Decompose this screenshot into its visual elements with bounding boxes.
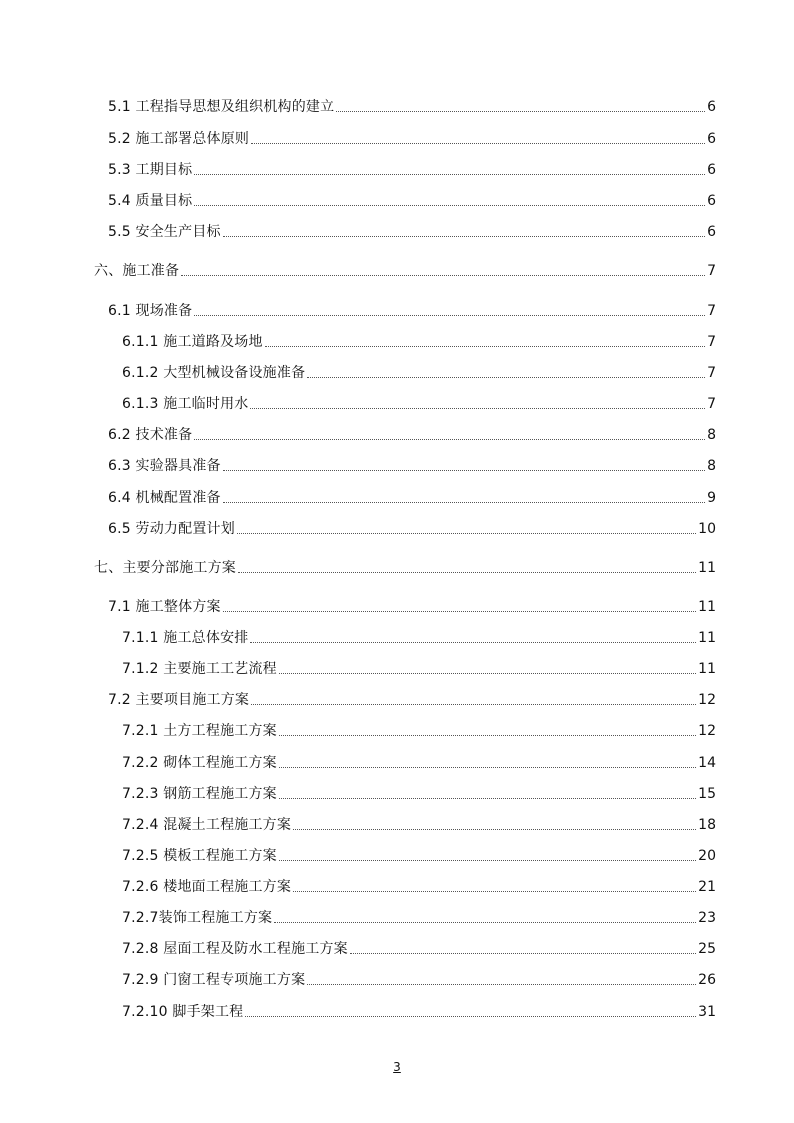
toc-leader-dots — [350, 953, 696, 954]
toc-entry-title: 5.3 工期目标 — [108, 162, 193, 178]
toc-entry-title: 5.4 质量目标 — [108, 193, 193, 209]
toc-entry-page: 18 — [698, 817, 716, 833]
toc-leader-dots — [194, 174, 705, 175]
toc-entry-page: 20 — [698, 848, 716, 864]
toc-entry-page: 25 — [698, 941, 716, 957]
toc-subentry[interactable] — [122, 907, 716, 927]
toc-entry-page: 23 — [698, 910, 716, 926]
toc-entry-page: 6 — [707, 193, 716, 209]
toc-entry-page: 11 — [698, 560, 716, 576]
toc-leader-dots — [251, 143, 705, 144]
toc-entry[interactable] — [108, 96, 716, 116]
toc-subentry[interactable] — [122, 362, 716, 382]
toc-entry-title: 7.2.6 楼地面工程施工方案 — [122, 879, 292, 895]
toc-leader-dots — [223, 611, 696, 612]
toc-entry-page: 9 — [707, 490, 716, 506]
toc-leader-dots — [279, 767, 696, 768]
toc-subentry[interactable] — [122, 752, 716, 772]
toc-entry-page: 11 — [698, 630, 716, 646]
toc-entry-title: 7.1 施工整体方案 — [108, 599, 221, 615]
toc-leader-dots — [293, 891, 696, 892]
toc-subentry[interactable] — [122, 969, 716, 989]
toc-entry-title: 七、主要分部施工方案 — [94, 560, 236, 576]
toc-entry-title: 7.2.9 门窗工程专项施工方案 — [122, 972, 306, 988]
toc-leader-dots — [245, 1016, 696, 1017]
toc-entry-title: 7.2.5 模板工程施工方案 — [122, 848, 277, 864]
toc-entry-title: 6.1.1 施工道路及场地 — [122, 334, 263, 350]
toc-subentry[interactable] — [122, 658, 716, 678]
toc-entry-page: 7 — [707, 365, 716, 381]
toc-leader-dots — [307, 984, 696, 985]
toc-leader-dots — [279, 798, 696, 799]
toc-entry-page: 26 — [698, 972, 716, 988]
toc-entry-page: 15 — [698, 786, 716, 802]
toc-leader-dots — [307, 377, 705, 378]
toc-entry-title: 6.1.2 大型机械设备设施准备 — [122, 365, 306, 381]
toc-entry-title: 7.2.10 脚手架工程 — [122, 1004, 244, 1020]
toc-entry-title: 7.2.3 钢筋工程施工方案 — [122, 786, 277, 802]
toc-entry[interactable] — [108, 689, 716, 709]
toc-entry-page: 14 — [698, 755, 716, 771]
toc-entry[interactable] — [108, 159, 716, 179]
toc-leader-dots — [265, 346, 705, 347]
toc-entry[interactable] — [108, 596, 716, 616]
toc-entry-page: 11 — [698, 599, 716, 615]
toc-entry-page: 6 — [707, 162, 716, 178]
toc-leader-dots — [274, 922, 696, 923]
toc-leader-dots — [250, 642, 696, 643]
toc-entry-title: 7.2.2 砌体工程施工方案 — [122, 755, 277, 771]
toc-entry-page: 8 — [707, 458, 716, 474]
toc-leader-dots — [238, 572, 696, 573]
toc-entry-title: 7.1.2 主要施工工艺流程 — [122, 661, 277, 677]
page-number: 3 — [393, 1060, 401, 1074]
toc-leader-dots — [194, 439, 705, 440]
toc-subentry[interactable] — [122, 814, 716, 834]
toc-entry-title: 7.2 主要项目施工方案 — [108, 692, 250, 708]
toc-entry-title: 6.2 技术准备 — [108, 427, 193, 443]
toc-chapter-entry[interactable] — [94, 260, 716, 280]
toc-subentry[interactable] — [122, 720, 716, 740]
toc-entry-page: 7 — [707, 303, 716, 319]
toc-leader-dots — [194, 315, 705, 316]
toc-leader-dots — [279, 860, 696, 861]
toc-leader-dots — [223, 470, 705, 471]
toc-entry[interactable] — [108, 424, 716, 444]
toc-entry[interactable] — [108, 190, 716, 210]
toc-entry-title: 6.1 现场准备 — [108, 303, 193, 319]
toc-entry[interactable] — [108, 300, 716, 320]
toc-subentry[interactable] — [122, 783, 716, 803]
toc-entry-page: 12 — [698, 723, 716, 739]
toc-entry-title: 7.2.7装饰工程施工方案 — [122, 910, 273, 926]
toc-entry-page: 6 — [707, 99, 716, 115]
toc-entry-title: 6.1.3 施工临时用水 — [122, 396, 249, 412]
toc-leader-dots — [223, 502, 705, 503]
toc-entry-title: 六、施工准备 — [94, 263, 180, 279]
toc-entry-page: 21 — [698, 879, 716, 895]
toc-entry-title: 7.2.4 混凝土工程施工方案 — [122, 817, 292, 833]
toc-leader-dots — [223, 236, 705, 237]
toc-entry[interactable] — [108, 487, 716, 507]
toc-entry-title: 6.3 实验器具准备 — [108, 458, 221, 474]
toc-entry-page: 7 — [707, 396, 716, 412]
toc-subentry[interactable] — [122, 627, 716, 647]
toc-leader-dots — [279, 673, 696, 674]
toc-entry-title: 5.2 施工部署总体原则 — [108, 131, 250, 147]
toc-entry-title: 7.1.1 施工总体安排 — [122, 630, 249, 646]
toc-entry-title: 6.4 机械配置准备 — [108, 490, 221, 506]
toc-leader-dots — [293, 829, 696, 830]
toc-entry-page: 11 — [698, 661, 716, 677]
toc-subentry[interactable] — [122, 1001, 716, 1021]
toc-entry-page: 6 — [707, 131, 716, 147]
toc-entry-title: 5.5 安全生产目标 — [108, 224, 221, 240]
toc-entry-page: 8 — [707, 427, 716, 443]
toc-entry-page: 10 — [698, 521, 716, 537]
toc-subentry[interactable] — [122, 845, 716, 865]
toc-subentry[interactable] — [122, 876, 716, 896]
toc-entry-title: 7.2.1 土方工程施工方案 — [122, 723, 277, 739]
toc-leader-dots — [251, 704, 696, 705]
toc-entry-page: 7 — [707, 263, 716, 279]
toc-subentry[interactable] — [122, 393, 716, 413]
toc-entry-page: 6 — [707, 224, 716, 240]
toc-entry-title: 6.5 劳动力配置计划 — [108, 521, 235, 537]
toc-entry-page: 7 — [707, 334, 716, 350]
toc-chapter-entry[interactable] — [94, 557, 716, 577]
toc-entry[interactable] — [108, 221, 716, 241]
toc-entry[interactable] — [108, 128, 716, 148]
toc-leader-dots — [279, 735, 696, 736]
toc-subentry[interactable] — [122, 331, 716, 351]
toc-entry-page: 12 — [698, 692, 716, 708]
toc-entry-title: 5.1 工程指导思想及组织机构的建立 — [108, 99, 335, 115]
toc-entry[interactable] — [108, 518, 716, 538]
toc-subentry[interactable] — [122, 938, 716, 958]
toc-entry[interactable] — [108, 455, 716, 475]
toc-leader-dots — [194, 205, 705, 206]
toc-entry-title: 7.2.8 屋面工程及防水工程施工方案 — [122, 941, 348, 957]
toc-leader-dots — [237, 533, 696, 534]
toc-leader-dots — [336, 111, 705, 112]
toc-leader-dots — [250, 408, 705, 409]
toc-entry-page: 31 — [698, 1004, 716, 1020]
toc-leader-dots — [181, 275, 705, 276]
